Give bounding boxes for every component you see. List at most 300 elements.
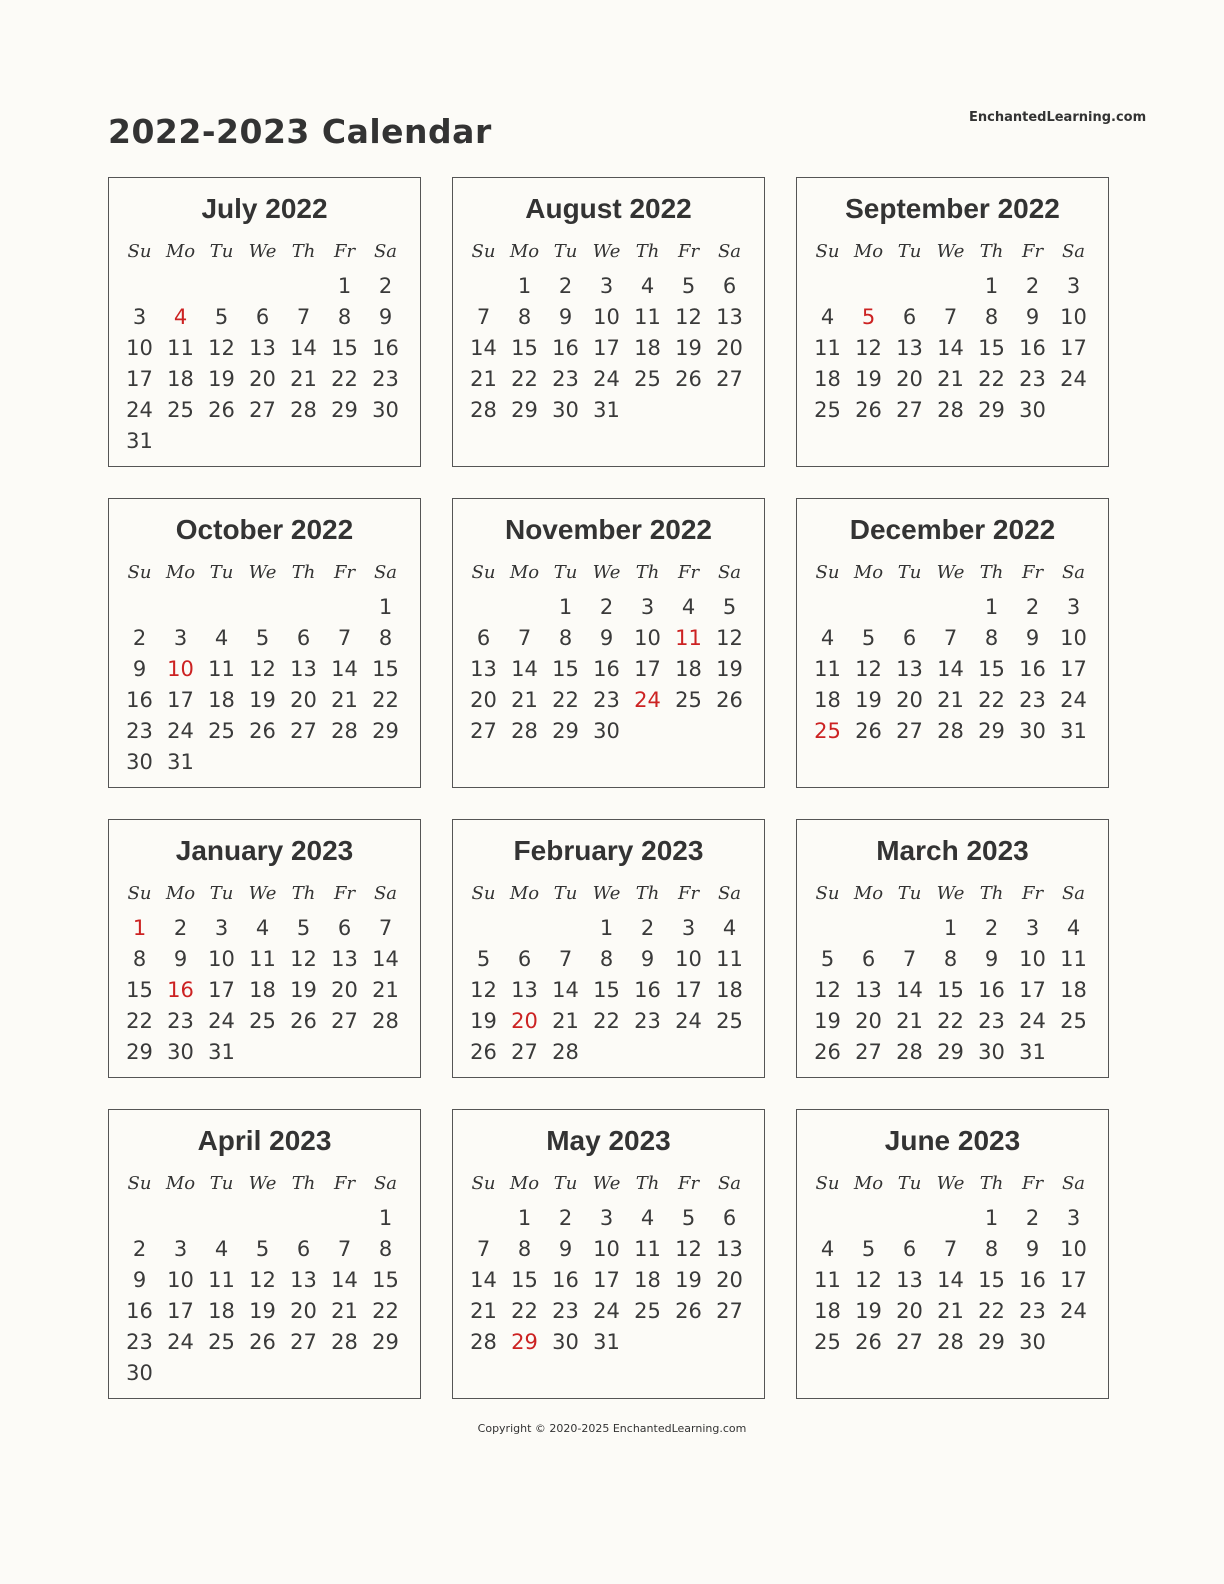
day-cell: 16 [593,657,620,681]
day-cell: 27 [716,1299,743,1323]
day-cell: 19 [675,336,702,360]
day-cell: 10 [1060,305,1087,329]
day-cell: 12 [208,336,235,360]
day-cell: 23 [1019,367,1046,391]
day-cell: 4 [820,305,835,329]
day-cell: 9 [1025,626,1040,650]
weekday-header: Tu [553,883,578,904]
empty-day-cell [463,592,504,623]
day-cell: 13 [290,1268,317,1292]
empty-day-cell [242,1203,283,1234]
empty-day-cell [201,592,242,623]
day-cell: 8 [132,947,147,971]
day-cell: 1 [517,274,532,298]
day-cell: 17 [1060,657,1087,681]
weekday-header: Th [291,1173,316,1194]
weekday-header: Th [979,883,1004,904]
day-cell: 8 [337,305,352,329]
day-cell: 26 [675,367,702,391]
day-cell: 30 [126,1361,153,1385]
month-title: August 2022 [525,193,692,224]
day-cell: 14 [290,336,317,360]
day-cell: 14 [937,336,964,360]
day-cell: 26 [470,1040,497,1064]
day-cell: 28 [372,1009,399,1033]
month-calendar [108,177,421,467]
weekday-header: Tu [553,241,578,262]
month-day-grid [119,561,409,778]
day-cell: 23 [126,1330,153,1354]
weekday-header: Su [127,883,152,904]
day-cell: 20 [290,688,317,712]
month-day-grid [463,882,753,1068]
weekday-header: Th [979,1173,1004,1194]
day-cell: 12 [814,978,841,1002]
day-cell: 26 [249,1330,276,1354]
day-cell: 8 [517,1237,532,1261]
day-cell: 4 [640,1206,655,1230]
day-cell: 28 [331,1330,358,1354]
day-cell: 20 [470,688,497,712]
day-cell: 14 [896,978,923,1002]
day-cell: 2 [378,274,393,298]
day-cell: 21 [937,1299,964,1323]
day-cell: 17 [167,1299,194,1323]
day-cell: 5 [820,947,835,971]
day-cell: 9 [1025,1237,1040,1261]
day-cell: 31 [593,1330,620,1354]
day-cell: 30 [372,398,399,422]
day-cell: 31 [167,750,194,774]
day-cell: 1 [984,274,999,298]
weekday-header: Su [471,562,496,583]
day-cell: 22 [552,688,579,712]
day-cell: 27 [290,719,317,743]
day-cell: 18 [634,1268,661,1292]
day-cell: 3 [173,1237,188,1261]
day-cell: 16 [1019,336,1046,360]
day-cell: 19 [470,1009,497,1033]
day-cell: 6 [476,626,491,650]
day-cell: 14 [937,1268,964,1292]
day-cell: 25 [249,1009,276,1033]
weekday-header: We [592,883,621,904]
day-cell: 25 [675,688,702,712]
empty-day-cell [848,1203,889,1234]
day-cell: 18 [1060,978,1087,1002]
day-cell: 20 [716,336,743,360]
empty-day-cell [889,592,930,623]
day-cell: 27 [511,1040,538,1064]
day-cell: 25 [1060,1009,1087,1033]
day-cell: 5 [861,626,876,650]
day-cell: 8 [378,626,393,650]
day-cell: 10 [634,626,661,650]
month-calendar [108,498,421,788]
day-cell: 4 [255,916,270,940]
month-calendar [796,177,1109,467]
weekday-header: Th [635,883,660,904]
day-cell: 14 [937,657,964,681]
day-cell: 21 [511,688,538,712]
weekday-header: Tu [897,883,922,904]
weekday-header: Fr [333,883,356,904]
weekday-header: Fr [1021,883,1044,904]
month-title: April 2023 [197,1125,332,1156]
day-cell: 30 [167,1040,194,1064]
holiday-day-cell: 10 [167,657,194,681]
day-cell: 19 [290,978,317,1002]
day-cell: 29 [937,1040,964,1064]
day-cell: 15 [978,1268,1005,1292]
weekday-header: Fr [333,241,356,262]
day-cell: 15 [511,336,538,360]
day-cell: 11 [634,305,661,329]
day-cell: 12 [855,657,882,681]
day-cell: 24 [593,367,620,391]
month-day-grid [119,882,409,1068]
weekday-header: Fr [677,883,700,904]
day-cell: 22 [511,1299,538,1323]
day-cell: 27 [855,1040,882,1064]
day-cell: 20 [896,1299,923,1323]
day-cell: 26 [716,688,743,712]
day-cell: 19 [855,688,882,712]
day-cell: 15 [126,978,153,1002]
day-cell: 6 [902,1237,917,1261]
empty-day-cell [504,592,545,623]
weekday-header: Tu [897,562,922,583]
day-cell: 19 [814,1009,841,1033]
day-cell: 8 [378,1237,393,1261]
day-cell: 5 [681,274,696,298]
weekday-header: Mo [853,241,884,262]
empty-day-cell [889,1203,930,1234]
day-cell: 17 [1060,1268,1087,1292]
day-cell: 7 [558,947,573,971]
day-cell: 8 [517,305,532,329]
day-cell: 10 [1019,947,1046,971]
day-cell: 11 [814,1268,841,1292]
empty-day-cell [463,271,504,302]
day-cell: 18 [814,688,841,712]
day-cell: 23 [1019,688,1046,712]
day-cell: 5 [476,947,491,971]
day-cell: 23 [372,367,399,391]
empty-day-cell [463,913,504,944]
weekday-header: We [592,1173,621,1194]
month-title: February 2023 [513,835,704,866]
day-cell: 24 [1060,367,1087,391]
holiday-day-cell: 24 [634,688,661,712]
day-cell: 13 [249,336,276,360]
day-cell: 7 [476,305,491,329]
day-cell: 16 [978,978,1005,1002]
day-cell: 19 [208,367,235,391]
empty-day-cell [324,1203,365,1234]
weekday-header: We [248,1173,277,1194]
day-cell: 17 [675,978,702,1002]
day-cell: 26 [208,398,235,422]
day-cell: 8 [943,947,958,971]
day-cell: 3 [1025,916,1040,940]
weekday-header: Sa [1061,883,1086,904]
empty-day-cell [504,913,545,944]
month-calendar [796,1109,1109,1399]
day-cell: 17 [593,336,620,360]
day-cell: 31 [208,1040,235,1064]
holiday-day-cell: 11 [675,626,702,650]
day-cell: 13 [290,657,317,681]
day-cell: 8 [984,1237,999,1261]
weekday-header: We [248,562,277,583]
day-cell: 17 [1019,978,1046,1002]
weekday-header: We [248,241,277,262]
day-cell: 4 [640,274,655,298]
day-cell: 28 [290,398,317,422]
weekday-header: Fr [333,1173,356,1194]
weekday-header: Mo [509,883,540,904]
weekday-header: Th [635,1173,660,1194]
holiday-day-cell: 16 [167,978,194,1002]
day-cell: 11 [814,657,841,681]
empty-day-cell [119,592,160,623]
day-cell: 21 [372,978,399,1002]
day-cell: 20 [249,367,276,391]
weekday-header: Mo [165,1173,196,1194]
weekday-header: Sa [717,562,742,583]
day-cell: 29 [978,398,1005,422]
month-day-grid [807,882,1097,1068]
day-cell: 2 [984,916,999,940]
day-cell: 1 [517,1206,532,1230]
day-cell: 23 [552,367,579,391]
day-cell: 21 [331,1299,358,1323]
day-cell: 1 [558,595,573,619]
weekday-header: Sa [373,562,398,583]
day-cell: 5 [214,305,229,329]
day-cell: 29 [552,719,579,743]
month-title: May 2023 [546,1125,671,1156]
day-cell: 14 [470,336,497,360]
month-title: December 2022 [849,514,1056,545]
day-cell: 13 [896,1268,923,1292]
weekday-header: Th [635,241,660,262]
weekday-header: We [592,562,621,583]
day-cell: 25 [167,398,194,422]
holiday-day-cell: 4 [173,305,188,329]
day-cell: 13 [331,947,358,971]
empty-day-cell [242,592,283,623]
day-cell: 12 [249,1268,276,1292]
day-cell: 6 [722,274,737,298]
day-cell: 26 [855,398,882,422]
day-cell: 16 [372,336,399,360]
month-day-grid [119,1172,409,1389]
copyright-footer: Copyright © 2020-2025 EnchantedLearning.com [477,1422,747,1435]
weekday-header: Su [127,1173,152,1194]
day-cell: 8 [984,305,999,329]
day-cell: 4 [722,916,737,940]
day-cell: 3 [1066,274,1081,298]
empty-day-cell [848,913,889,944]
day-cell: 25 [814,1330,841,1354]
day-cell: 9 [599,626,614,650]
day-cell: 3 [1066,595,1081,619]
day-cell: 21 [470,367,497,391]
weekday-header: Fr [333,562,356,583]
day-cell: 15 [593,978,620,1002]
day-cell: 10 [167,1268,194,1292]
day-cell: 3 [173,626,188,650]
day-cell: 4 [1066,916,1081,940]
day-cell: 4 [214,626,229,650]
day-cell: 28 [331,719,358,743]
day-cell: 18 [675,657,702,681]
day-cell: 28 [896,1040,923,1064]
day-cell: 30 [1019,1330,1046,1354]
day-cell: 20 [855,1009,882,1033]
weekday-header: We [936,562,965,583]
weekday-header: Sa [373,241,398,262]
empty-day-cell [889,271,930,302]
month-calendar [452,177,765,467]
day-cell: 5 [255,1237,270,1261]
day-cell: 15 [552,657,579,681]
empty-day-cell [807,913,848,944]
day-cell: 30 [552,1330,579,1354]
day-cell: 13 [716,1237,743,1261]
day-cell: 6 [255,305,270,329]
day-cell: 15 [331,336,358,360]
weekday-header: Th [979,241,1004,262]
day-cell: 14 [470,1268,497,1292]
month-title: November 2022 [504,514,712,545]
day-cell: 9 [132,1268,147,1292]
day-cell: 28 [470,398,497,422]
weekday-header: Mo [165,883,196,904]
day-cell: 15 [511,1268,538,1292]
day-cell: 10 [675,947,702,971]
day-cell: 23 [634,1009,661,1033]
day-cell: 25 [814,398,841,422]
day-cell: 8 [599,947,614,971]
day-cell: 31 [593,398,620,422]
day-cell: 2 [1025,595,1040,619]
empty-day-cell [160,592,201,623]
day-cell: 11 [208,1268,235,1292]
day-cell: 21 [290,367,317,391]
day-cell: 1 [599,916,614,940]
weekday-header: Tu [209,241,234,262]
day-cell: 2 [1025,274,1040,298]
empty-day-cell [889,913,930,944]
weekday-header: Th [635,562,660,583]
day-cell: 6 [337,916,352,940]
day-cell: 16 [634,978,661,1002]
day-cell: 6 [902,305,917,329]
day-cell: 25 [208,1330,235,1354]
weekday-header: Th [979,562,1004,583]
day-cell: 28 [470,1330,497,1354]
empty-day-cell [119,271,160,302]
holiday-day-cell: 1 [132,916,147,940]
day-cell: 9 [984,947,999,971]
day-cell: 2 [1025,1206,1040,1230]
weekday-header: Mo [165,241,196,262]
day-cell: 18 [167,367,194,391]
day-cell: 28 [937,398,964,422]
day-cell: 25 [716,1009,743,1033]
weekday-header: Fr [677,241,700,262]
day-cell: 26 [814,1040,841,1064]
day-cell: 18 [208,688,235,712]
weekday-header: Sa [717,1173,742,1194]
day-cell: 21 [896,1009,923,1033]
day-cell: 17 [1060,336,1087,360]
month-title: October 2022 [175,514,354,545]
weekday-header: We [936,883,965,904]
empty-day-cell [807,1203,848,1234]
day-cell: 26 [290,1009,317,1033]
weekday-header: Tu [209,883,234,904]
day-cell: 27 [331,1009,358,1033]
day-cell: 18 [634,336,661,360]
day-cell: 29 [372,1330,399,1354]
day-cell: 6 [296,626,311,650]
day-cell: 20 [896,688,923,712]
day-cell: 1 [378,1206,393,1230]
day-cell: 14 [511,657,538,681]
day-cell: 18 [814,1299,841,1323]
day-cell: 19 [249,688,276,712]
day-cell: 17 [208,978,235,1002]
day-cell: 13 [896,336,923,360]
month-calendar [796,498,1109,788]
month-day-grid [463,561,753,747]
weekday-header: Sa [717,241,742,262]
day-cell: 19 [675,1268,702,1292]
day-cell: 8 [984,626,999,650]
day-cell: 3 [681,916,696,940]
day-cell: 10 [593,1237,620,1261]
day-cell: 7 [943,1237,958,1261]
day-cell: 17 [634,657,661,681]
day-cell: 2 [599,595,614,619]
weekday-header: Tu [897,241,922,262]
day-cell: 11 [208,657,235,681]
weekday-header: Su [471,241,496,262]
weekday-header: Sa [373,883,398,904]
day-cell: 24 [1060,688,1087,712]
day-cell: 29 [372,719,399,743]
month-day-grid [119,240,409,457]
day-cell: 29 [978,719,1005,743]
day-cell: 9 [378,305,393,329]
day-cell: 7 [476,1237,491,1261]
day-cell: 14 [372,947,399,971]
day-cell: 23 [167,1009,194,1033]
day-cell: 9 [558,1237,573,1261]
day-cell: 22 [372,688,399,712]
holiday-day-cell: 29 [511,1330,538,1354]
weekday-header: Tu [553,562,578,583]
day-cell: 29 [511,398,538,422]
site-label[interactable]: EnchantedLearning.com [969,110,1147,125]
day-cell: 18 [814,367,841,391]
month-calendar [108,819,421,1078]
weekday-header: We [936,241,965,262]
